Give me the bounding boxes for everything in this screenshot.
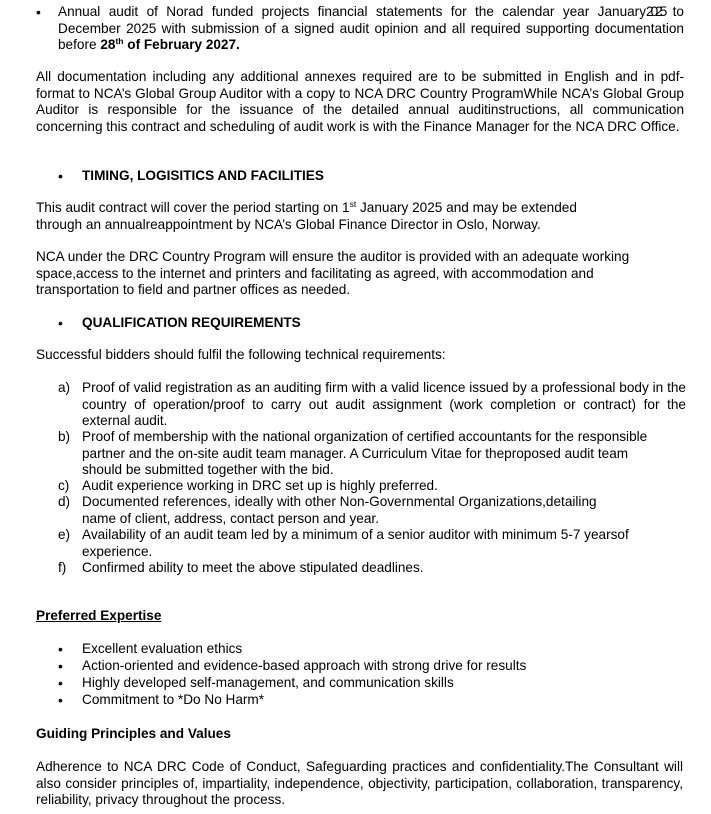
list-item-text: Proof of membership with the national organization of certified accountants for the responsible partner and the on-site audit team manager. A Curriculum Vitae for theproposed audit team should be submitted together with the bid. <box>82 429 648 477</box>
timing-p2-line1: NCA under the DRC Country Program will ensure the auditor is provided with an adequate working <box>36 249 630 264</box>
list-marker: d) <box>58 494 71 509</box>
list-marker: f) <box>58 560 67 575</box>
timing-p1-c: through an annualreappointment by NCA’s Global Finance Director in Oslo, Norway. <box>36 216 541 232</box>
bullet-dot: • <box>36 4 41 20</box>
deadline-day: 28 <box>100 37 116 52</box>
preferred-item: Commitment to *Do No Harm* <box>82 692 265 707</box>
timing-heading: TIMING, LOGISITICS AND FACILITIES <box>82 168 324 183</box>
deadline-rest: of February 2027. <box>123 37 240 52</box>
bullet-dot: • <box>58 692 63 708</box>
list-marker: a) <box>58 380 71 395</box>
guiding-heading: Guiding Principles and Values <box>36 726 231 741</box>
deadline-sup: th <box>115 36 124 46</box>
bullet-dot: • <box>58 168 63 184</box>
list-item-text: Confirmed ability to meet the above stipulated deadlines. <box>82 560 424 575</box>
bullet-dot: • <box>58 641 63 657</box>
intro-text-1: Annual audit of Norad funded projects financial statements for the calendar year January <box>58 4 647 19</box>
deadline <box>100 37 240 52</box>
bullet-dot: • <box>58 315 63 331</box>
list-item-text: Audit experience working in DRC set up is highly preferred. <box>82 478 438 493</box>
documentation-paragraph: All documentation including any additional annexes required are to be submitted in English and in pdf-format to NCA’s Global Group Auditor with a copy to NCA DRC Country ProgramWhile NCA’s Global Group Auditor is responsible for the issuance of the detailed annual auditinstructions, all communication concerning this contract and scheduling of audit work is with the Finance Manager for the NCA DRC Office. <box>36 69 684 134</box>
timing-p1-sup: st <box>349 199 357 209</box>
list-item-line: Documented references, ideally with other Non-Governmental Organizations,detailing <box>82 494 597 509</box>
bullet-dot: • <box>58 658 63 674</box>
timing-p2-line3: transportation to field and partner offices as needed. <box>36 282 351 297</box>
timing-paragraph-1 <box>36 200 684 233</box>
list-marker: e) <box>58 527 71 542</box>
list-item-text: Availability of an audit team led by a minimum of a senior auditor with minimum 5-7 yearsof experience. <box>82 527 629 559</box>
timing-paragraph-2 <box>36 249 684 299</box>
intro-text-2: to December 2025 with submission of a signed audit opinion and all required supporting documentation before <box>58 4 684 52</box>
list-marker: c) <box>58 478 70 493</box>
list-item-line: name of client, address, contact person and year. <box>82 510 379 526</box>
timing-p1-a: This audit contract will cover the period starting on 1 <box>36 200 350 215</box>
list-item-text <box>82 494 682 527</box>
timing-p1-b: January 2025 and may be extended <box>356 200 577 215</box>
list-item-text: Proof of valid registration as an auditing firm with a valid licence issued by a professional body in the country of operation/proof to carry out audit assignment (work completion or contract) for the external audit. <box>82 380 686 428</box>
preferred-heading: Preferred Expertise <box>36 608 162 623</box>
preferred-item: Highly developed self-management, and communication skills <box>82 675 454 690</box>
bullet-dot: • <box>58 675 63 691</box>
qualification-heading: QUALIFICATION REQUIREMENTS <box>82 315 301 330</box>
qualification-intro: Successful bidders should fulfil the following technical requirements: <box>36 347 446 362</box>
list-marker: b) <box>58 429 71 444</box>
guiding-paragraph: Adherence to NCA DRC Code of Conduct, Safeguarding practices and confidentiality.The Consultant will also consider principles of, impartiality, independence, objectivity, participation, collaboration, transparency, reliability, privacy throughout the process. <box>36 759 683 807</box>
preferred-item: Excellent evaluation ethics <box>82 641 243 656</box>
intro-bullet-text <box>58 4 684 54</box>
preferred-item: Action-oriented and evidence-based approach with strong drive for results <box>82 658 527 673</box>
timing-p2-line2: space,access to the internet and printers and facilitating as agreed, with accommodation and <box>36 265 594 281</box>
year-overlap-wrap <box>646 4 664 19</box>
year-overlap: 2025 <box>646 4 665 19</box>
